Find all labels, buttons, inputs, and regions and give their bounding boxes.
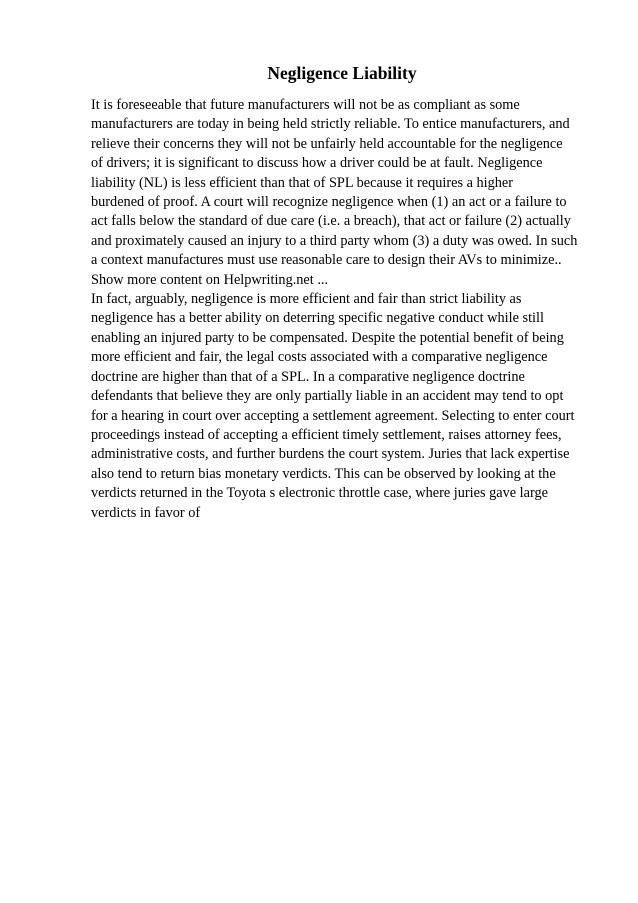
paragraph-line: also tend to return bias monetary verdicts. This can be observed by looking at the xyxy=(91,465,556,482)
paragraph-line: and proximately caused an injury to a third party whom (3) a duty was owed. In such xyxy=(91,232,578,249)
paragraph-line: doctrine are higher than that of a SPL. In a comparative negligence doctrine xyxy=(91,368,525,385)
paragraph-line: manufacturers are today in being held strictly reliable. To entice manufacturers, and xyxy=(91,116,570,133)
paragraph-line: administrative costs, and further burdens the court system. Juries that lack expertise xyxy=(91,446,570,463)
show-more-link[interactable]: Show more content on Helpwriting.net ... xyxy=(91,271,329,288)
paragraph-line: verdicts returned in the Toyota s electronic throttle case, where juries gave large xyxy=(91,485,548,502)
paragraph-line: a context manufactures must use reasonable care to design their AVs to minimize.. xyxy=(91,252,562,269)
document-body xyxy=(91,96,578,523)
paragraph-line: negligence has a better ability on deterring specific negative conduct while still xyxy=(91,310,544,327)
paragraph-2 xyxy=(91,290,575,523)
paragraph-1 xyxy=(91,96,578,290)
paragraph-line: more efficient and fair, the legal costs associated with a comparative negligence xyxy=(91,349,548,366)
paragraph-line: for a hearing in court over accepting a settlement agreement. Selecting to enter court xyxy=(91,407,575,424)
paragraph-line: defendants that believe they are only partially liable in an accident may tend to opt xyxy=(91,388,564,405)
paragraph-line: proceedings instead of accepting a efficient timely settlement, raises attorney fees, xyxy=(91,426,562,443)
paragraph-line: liability (NL) is less efficient than that of SPL because it requires a higher xyxy=(91,174,514,191)
paragraph-line: act falls below the standard of due care (i.e. a breach), that act or failure (2) actually xyxy=(91,213,571,230)
paragraph-line: In fact, arguably, negligence is more efficient and fair than strict liability as xyxy=(91,291,522,308)
paragraph-line: burdened of proof. A court will recognize negligence when (1) an act or a failure to xyxy=(91,194,567,211)
document-title: Negligence Liability xyxy=(267,63,417,83)
paragraph-line: It is foreseeable that future manufacturers will not be as compliant as some xyxy=(91,97,520,113)
paragraph-line: of drivers; it is significant to discuss how a driver could be at fault. Negligence xyxy=(91,155,543,172)
paragraph-line: relieve their concerns they will not be unfairly held accountable for the negligence xyxy=(91,135,563,152)
paragraph-line: verdicts in favor of xyxy=(91,504,201,521)
paragraph-line: enabling an injured party to be compensated. Despite the potential benefit of being xyxy=(91,329,564,346)
